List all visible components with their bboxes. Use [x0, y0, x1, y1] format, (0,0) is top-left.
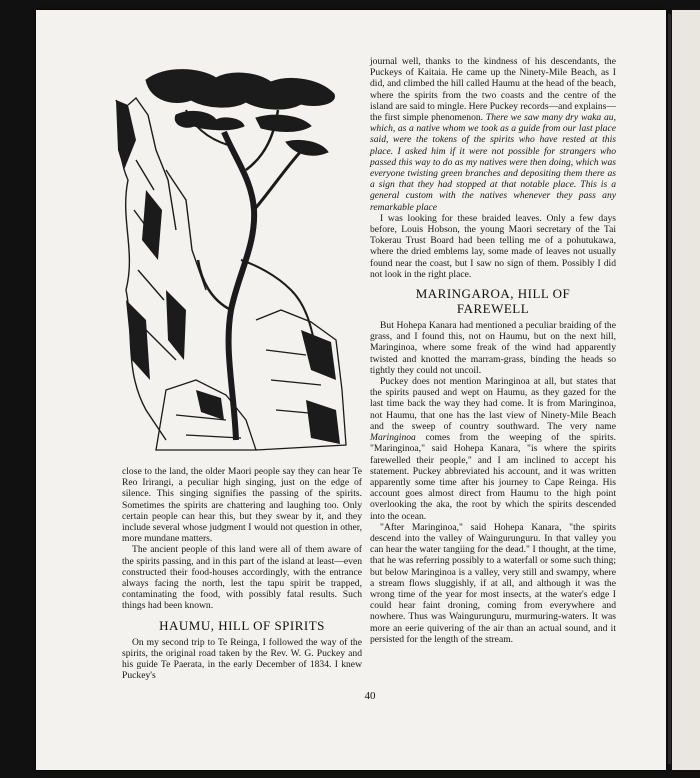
heading-line: MARINGAROA, HILL OF	[415, 286, 571, 302]
paragraph: close to the land, the older Maori people say they can hear Te Reo Irirangi, a peculiar high singing, just on the edge of silence. This singing signifies the passing of the spirits. Sometimes the spirits are chattering and laughing too. Only certain people can hear this, but they swear by it, and they include several whose judgment I would not question in other, more mundane matters.	[122, 466, 362, 545]
journal-quote: There we saw many dry waka au, which, as a native whom we took as a guide from our last place said, were the tokens of the spirits who have rested at this place. I asked him if it were not possible for strangers who passed this way to do as my natives were then doing, which was everyone twisting green branches and depositing them there as a sign that they had stopped at that notable place. This is a general custom with the natives whenever they pass any remarkable place	[370, 112, 616, 213]
paragraph-text: Puckey does not mention Maringinoa at all, but states that the spirits paused and wept on Haumu, as they gazed for the last time back the way they had come. It is from Maringinoa, not Haumu, that one has the last view of Ninety-Mile Beach and the sweep of country southward. The very name	[370, 376, 616, 432]
left-column	[122, 466, 362, 681]
right-column	[370, 56, 616, 645]
tree-cliff-illustration	[106, 60, 352, 456]
paragraph-text: journal well, thanks to the kindness of his descendants, the Puckeys of Kaitaia. He came up the Ninety-Mile Beach, as I did, and climbed the hill called Haumu at the head of the beach, where the spirits from the two coasts and the centre of the island are said to mingle. Here Puckey records—and explains— the first simple phenomenon.	[370, 56, 616, 124]
heading-line: FAREWELL	[456, 301, 530, 317]
page-gutter-shadow	[668, 14, 671, 764]
paragraph: But Hohepa Kanara had mentioned a peculiar braiding of the grass, and I found this, not on Haumu, but on the next hill, Maringinoa, where some freak of the wind had apparently twisted and knotted the marram-grass, binding the heads so tightly they could not uncoil.	[370, 320, 616, 376]
paragraph: On my second trip to Te Reinga, I followed the way of the spirits, the original road taken by the Rev. W. G. Puckey and his guide Te Paerata, in the early December of 1834. I knew Puckey's	[122, 636, 362, 682]
paragraph	[370, 376, 616, 522]
page-number: 40	[364, 690, 376, 702]
paragraph: The ancient people of this land were all of them aware of the spirits passing, and in this part of the island at least—even constructed their food-houses accordingly, with the entrance always facing the north, lest the tapu spirit be trapped, contaminating the food, with possibly fatal results. Such things had been known.	[122, 544, 362, 612]
facing-page-edge	[672, 10, 700, 770]
italic-term: Maringinoa	[370, 432, 416, 444]
paragraph: I was looking for these braided leaves. Only a few days before, Louis Hobson, the young Maori secretary of the Tai Tokerau Trust Board had been telling me of a pohutukawa, where the dried emblems lay, some made of leaves not usually found near the coast, but I saw no sign of them. Possibly I did not look in the right place.	[370, 212, 616, 280]
paragraph: "After Maringinoa," said Hohepa Kanara, "the spirits descend into the valley of Waingurunguru. In that valley you can hear the water tangiing for the dead." I thought, at the time, that he was referring possibly to a waterfall or some such thing; but below Maringinoa is a valley, very still and swampy, where a stream flows sluggishly, if at all, and although it was the wrong time of the year for most insects, at the water's edge I could hear faint droning, coming from everywhere and nowhere. Thus was Waingurunguru, murmuring-waters. It was more an eerie quivering of the air than an actual sound, and it persisted for the length of the stream.	[370, 521, 616, 645]
paragraph	[370, 56, 616, 213]
section-heading	[370, 286, 616, 316]
section-heading: HAUMU, HILL OF SPIRITS	[159, 617, 325, 633]
paragraph-text: comes from the weeping of the spirits. "Maringinoa," said Hohepa Kanara, "is where the spirits farewelled their people," and I am inclined to accept his statement. Puckey abbreviated his account, and it was written apparently some time after his journey to Cape Reinga. His account goes almost direct from Haumu to the high point overlooking the aka, the root by which the spirits descended into the ocean.	[370, 432, 616, 522]
